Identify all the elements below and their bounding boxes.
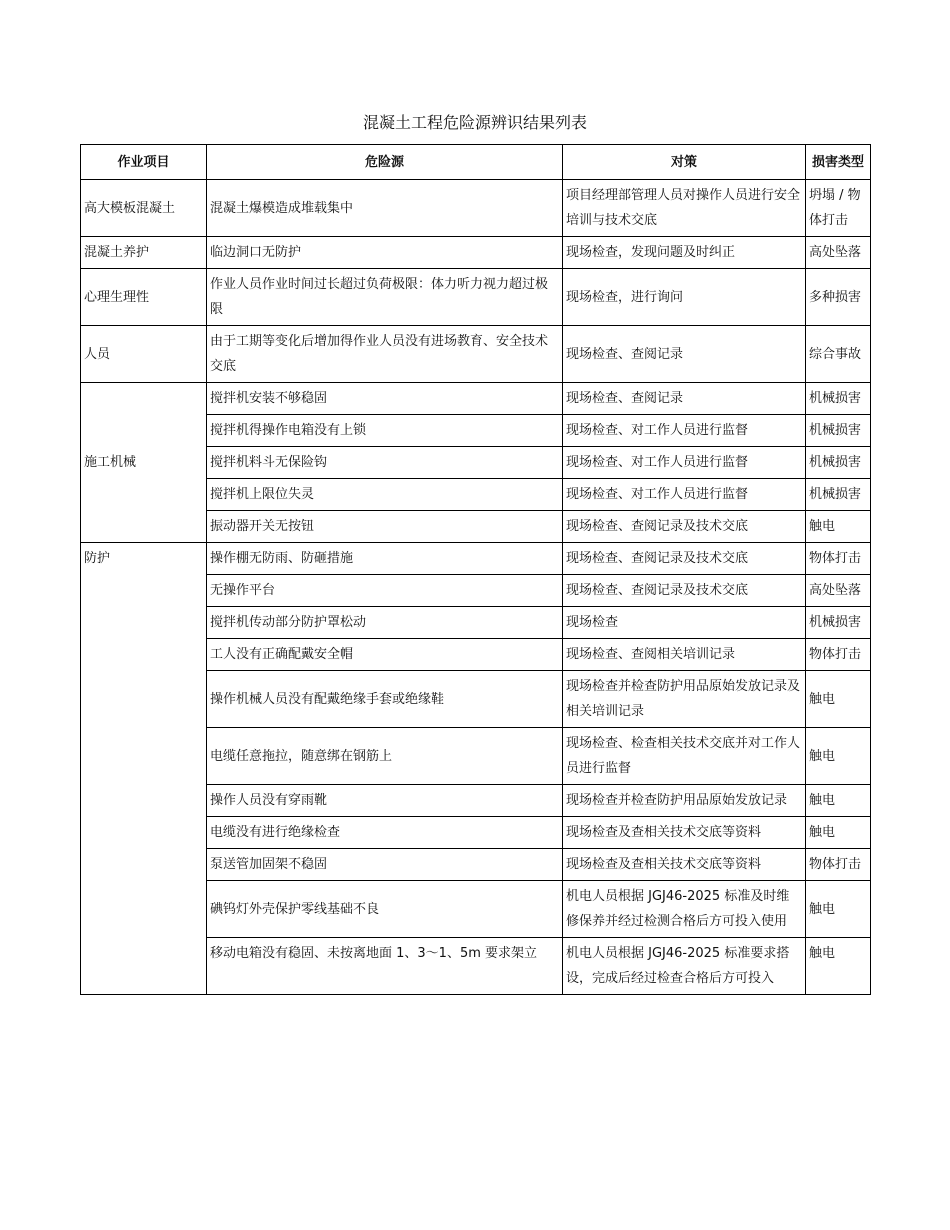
- measure-cell: 现场检查、检查相关技术交底并对工作人员进行监督: [563, 728, 806, 785]
- hazard-cell: 操作人员没有穿雨靴: [207, 785, 563, 817]
- work-item-cell: 高大模板混凝土: [81, 180, 207, 237]
- hazard-table-container: [80, 144, 871, 1114]
- hazard-cell: 由于工期等变化后增加得作业人员没有进场教育、安全技术交底: [207, 326, 563, 383]
- hazard-cell: 碘钨灯外壳保护零线基础不良: [207, 881, 563, 938]
- damage-type-cell: 物体打击: [806, 849, 871, 881]
- hazard-cell: 搅拌机安装不够稳固: [207, 383, 563, 415]
- damage-type-cell: 高处坠落: [806, 237, 871, 269]
- damage-type-cell: 多种损害: [806, 269, 871, 326]
- work-item-cell: 人员: [81, 326, 207, 383]
- table-row: [81, 326, 871, 383]
- hazard-cell: 无操作平台: [207, 575, 563, 607]
- damage-type-cell: 高处坠落: [806, 575, 871, 607]
- hazard-cell: 搅拌机得操作电箱没有上锁: [207, 415, 563, 447]
- hazard-cell: 工人没有正确配戴安全帽: [207, 639, 563, 671]
- header-damage-type: 损害类型: [806, 145, 871, 180]
- table-row: [81, 237, 871, 269]
- measure-cell: 现场检查、查阅记录及技术交底: [563, 543, 806, 575]
- table-row: [81, 383, 871, 415]
- hazard-cell: 搅拌机料斗无保险钩: [207, 447, 563, 479]
- header-hazard: 危险源: [207, 145, 563, 180]
- header-work-item: 作业项目: [81, 145, 207, 180]
- hazard-cell: 电缆没有进行绝缘检查: [207, 817, 563, 849]
- measure-cell: 现场检查及查相关技术交底等资料: [563, 849, 806, 881]
- measure-cell: 现场检查、对工作人员进行监督: [563, 415, 806, 447]
- measure-cell: 现场检查、查阅记录及技术交底: [563, 511, 806, 543]
- table-header-row: [81, 145, 871, 180]
- damage-type-cell: 触电: [806, 511, 871, 543]
- measure-cell: 现场检查: [563, 607, 806, 639]
- damage-type-cell: 物体打击: [806, 543, 871, 575]
- damage-type-cell: 机械损害: [806, 447, 871, 479]
- measure-cell: 现场检查及查相关技术交底等资料: [563, 817, 806, 849]
- measure-cell: 机电人员根据 JGJ46-2025 标准及时维修保养并经过检测合格后方可投入使用: [563, 881, 806, 938]
- measure-cell: 现场检查、查阅记录: [563, 326, 806, 383]
- hazard-cell: 操作棚无防雨、防砸措施: [207, 543, 563, 575]
- header-measure: 对策: [563, 145, 806, 180]
- measure-cell: 现场检查、查阅记录: [563, 383, 806, 415]
- damage-type-cell: 触电: [806, 671, 871, 728]
- measure-cell: 现场检查并检查防护用品原始发放记录及相关培训记录: [563, 671, 806, 728]
- damage-type-cell: 触电: [806, 785, 871, 817]
- hazard-cell: 作业人员作业时间过长超过负荷极限：体力听力视力超过极限: [207, 269, 563, 326]
- measure-cell: 现场检查，发现问题及时纠正: [563, 237, 806, 269]
- damage-type-cell: 机械损害: [806, 479, 871, 511]
- table-row: [81, 269, 871, 326]
- damage-type-cell: 触电: [806, 938, 871, 995]
- measure-cell: 项目经理部管理人员对操作人员进行安全培训与技术交底: [563, 180, 806, 237]
- damage-type-cell: 机械损害: [806, 383, 871, 415]
- hazard-cell: 搅拌机上限位失灵: [207, 479, 563, 511]
- measure-cell: 现场检查，进行询问: [563, 269, 806, 326]
- damage-type-cell: 触电: [806, 817, 871, 849]
- hazard-cell: 操作机械人员没有配戴绝缘手套或绝缘鞋: [207, 671, 563, 728]
- measure-cell: 现场检查、对工作人员进行监督: [563, 447, 806, 479]
- hazard-cell: 电缆任意拖拉，随意绑在钢筋上: [207, 728, 563, 785]
- damage-type-cell: 机械损害: [806, 415, 871, 447]
- hazard-cell: 混凝土爆模造成堆载集中: [207, 180, 563, 237]
- hazard-cell: 临边洞口无防护: [207, 237, 563, 269]
- damage-type-cell: 触电: [806, 728, 871, 785]
- table-body: [81, 180, 871, 995]
- work-item-cell: 施工机械: [81, 383, 207, 543]
- table-row: [81, 180, 871, 237]
- work-item-cell: 防护: [81, 543, 207, 995]
- measure-cell: 现场检查、查阅记录及技术交底: [563, 575, 806, 607]
- measure-cell: 机电人员根据 JGJ46-2025 标准要求搭设，完成后经过检查合格后方可投入: [563, 938, 806, 995]
- damage-type-cell: 触电: [806, 881, 871, 938]
- measure-cell: 现场检查并检查防护用品原始发放记录: [563, 785, 806, 817]
- damage-type-cell: 物体打击: [806, 639, 871, 671]
- measure-cell: 现场检查、查阅相关培训记录: [563, 639, 806, 671]
- damage-type-cell: 综合事故: [806, 326, 871, 383]
- table-row: [81, 543, 871, 575]
- damage-type-cell: 坍塌 / 物体打击: [806, 180, 871, 237]
- document-title: 混凝土工程危险源辨识结果列表: [362, 113, 587, 132]
- hazard-cell: 泵送管加固架不稳固: [207, 849, 563, 881]
- hazard-cell: 搅拌机传动部分防护罩松动: [207, 607, 563, 639]
- measure-cell: 现场检查、对工作人员进行监督: [563, 479, 806, 511]
- work-item-cell: 混凝土养护: [81, 237, 207, 269]
- hazard-cell: 移动电箱没有稳固、未按离地面 1、3～1、5m 要求架立: [207, 938, 563, 995]
- hazard-table: [80, 144, 871, 995]
- work-item-cell: 心理生理性: [81, 269, 207, 326]
- damage-type-cell: 机械损害: [806, 607, 871, 639]
- hazard-cell: 振动器开关无按钮: [207, 511, 563, 543]
